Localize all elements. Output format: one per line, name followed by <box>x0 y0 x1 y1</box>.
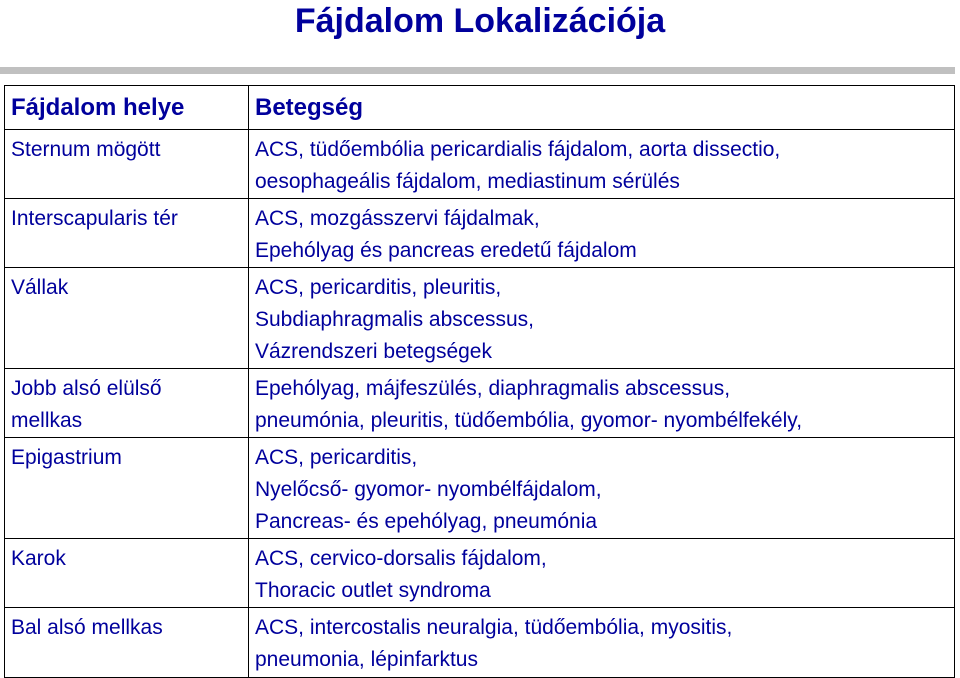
location-text: Vállak <box>11 276 69 299</box>
table-header-row <box>5 86 955 130</box>
location-text: Karok <box>11 547 66 570</box>
pain-location-table <box>4 85 955 678</box>
location-text: Epigastrium <box>11 446 122 469</box>
disease-text: Vázrendszeri betegségek <box>255 340 492 363</box>
disease-text: Subdiaphragmalis abscessus, <box>255 308 534 331</box>
disease-text: pneumónia, pleuritis, tüdőembólia, gyomor- nyombélfekély, <box>255 409 803 432</box>
column-header-disease: Betegség <box>249 86 955 130</box>
table-row <box>5 130 955 199</box>
disease-text: pneumonia, lépinfarktus <box>255 648 478 671</box>
disease-text: ACS, intercostalis neuralgia, tüdőembólia, myositis, <box>255 616 733 639</box>
table-container <box>4 85 954 671</box>
location-cell <box>5 438 249 539</box>
disease-text: oesophageális fájdalom, mediastinum sérülés <box>255 170 680 193</box>
table-row <box>5 199 955 268</box>
disease-cell <box>249 130 955 199</box>
disease-cell <box>249 268 955 369</box>
disease-text: Epehólyag és pancreas eredetű fájdalom <box>255 239 637 262</box>
location-cell <box>5 268 249 369</box>
disease-text: Nyelőcső- gyomor- nyombélfájdalom, <box>255 478 602 501</box>
location-text: Interscapularis tér <box>11 207 178 230</box>
title-divider <box>0 67 955 74</box>
table-body <box>5 130 955 678</box>
disease-text: Epehólyag, májfeszülés, diaphragmalis abscessus, <box>255 377 731 400</box>
disease-cell <box>249 608 955 678</box>
location-cell <box>5 130 249 199</box>
table-row <box>5 438 955 539</box>
location-text: mellkas <box>11 409 83 432</box>
disease-cell <box>249 369 955 438</box>
disease-cell <box>249 539 955 608</box>
disease-text: ACS, mozgásszervi fájdalmak, <box>255 207 540 230</box>
disease-cell <box>249 199 955 268</box>
location-text: Sternum mögött <box>11 138 161 161</box>
table-row <box>5 539 955 608</box>
page-title: Fájdalom Lokalizációja <box>294 2 666 40</box>
column-header-location: Fájdalom helye <box>5 86 249 130</box>
table-row <box>5 608 955 678</box>
table-row <box>5 369 955 438</box>
location-cell <box>5 539 249 608</box>
disease-text: ACS, pericarditis, <box>255 446 418 469</box>
location-cell <box>5 608 249 678</box>
table-row <box>5 268 955 369</box>
location-text: Jobb alsó elülső <box>11 377 162 400</box>
location-text: Bal alsó mellkas <box>11 616 163 639</box>
location-cell <box>5 199 249 268</box>
disease-text: ACS, cervico-dorsalis fájdalom, <box>255 547 547 570</box>
location-cell <box>5 369 249 438</box>
disease-cell <box>249 438 955 539</box>
disease-text: Thoracic outlet syndroma <box>255 579 491 602</box>
disease-text: Pancreas- és epehólyag, pneumónia <box>255 510 598 533</box>
disease-text: ACS, pericarditis, pleuritis, <box>255 276 502 299</box>
disease-text: ACS, tüdőembólia pericardialis fájdalom, aorta dissectio, <box>255 138 781 161</box>
